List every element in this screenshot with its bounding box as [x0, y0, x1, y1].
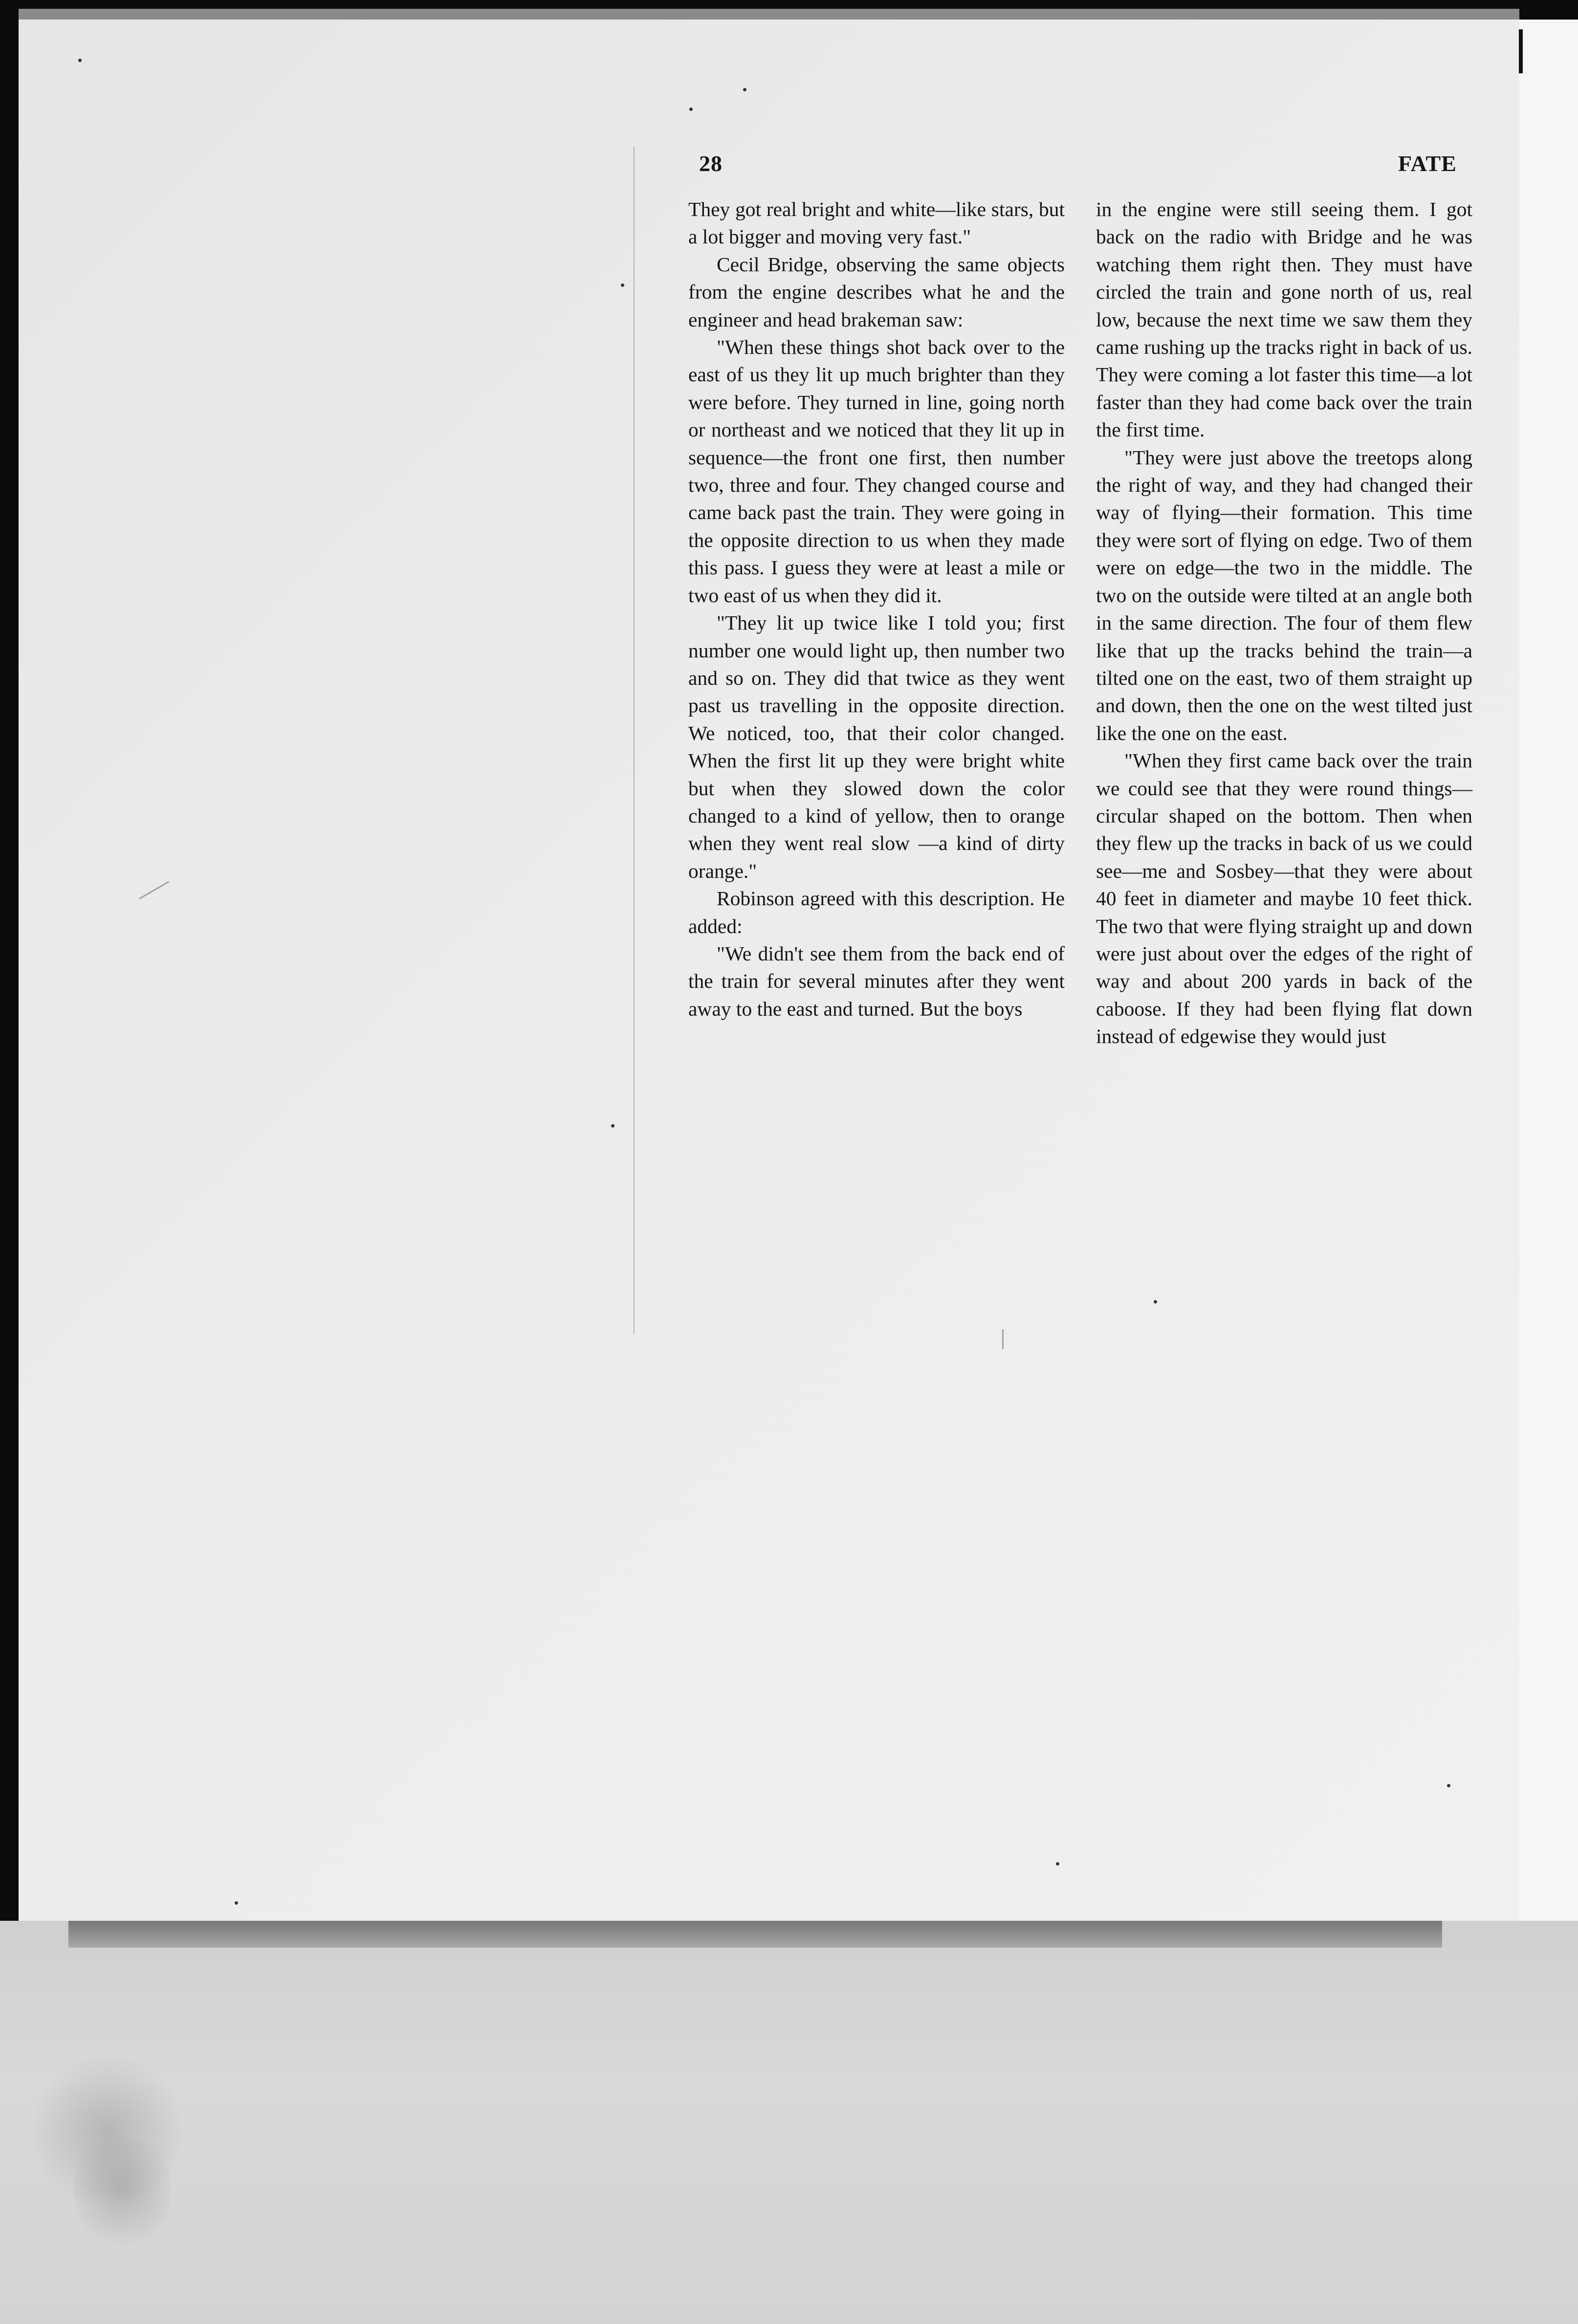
page-shadow [68, 1921, 1442, 1948]
column-rule [634, 147, 635, 1334]
paragraph: "When they first came back over the train we could see that they were round things—circular shaped on the bottom. Then when they flew up the tracks in back of us we could see—me and Sosbey—that they were about 40 feet in diameter and maybe 10 feet thick. The two that were flying straight up and down were just about over the edges of the right of way and about 200 yards in back of the caboose. If they had been flying flat down instead of edgewise they would just [1096, 749, 1472, 1048]
film-smudge [73, 2126, 171, 2253]
dust-speck [621, 283, 624, 287]
dust-speck [1154, 1300, 1157, 1303]
film-scratch [1002, 1329, 1004, 1349]
page-number: 28 [699, 151, 723, 176]
paragraph: Cecil Bridge, observing the same objects from the engine describes what he and the engineer and head brakeman saw: [688, 253, 1065, 331]
paragraph: in the engine were still seeing them. I got back on the radio with Bridge and he was watching them right then. They must have circled the train and gone north of us, real low, because the next time we saw them they came rushing up the tracks right in back of us. They were coming a lot faster this time—a lot faster than they had come back over the train the first time. [1096, 198, 1472, 441]
page-top-edge [19, 9, 1519, 21]
dust-speck [1056, 1862, 1059, 1866]
dust-speck [235, 1901, 238, 1905]
paragraph: They got real bright and white—like stars, but a lot bigger and moving very fast." [688, 198, 1065, 248]
dust-speck [1447, 1784, 1450, 1787]
left-column [688, 195, 1065, 1022]
paragraph: Robinson agreed with this description. He added: [688, 887, 1065, 937]
right-column [1096, 195, 1472, 1050]
paragraph: "They lit up twice like I told you; first number one would light up, then number two and so on. They did that twice as they went past us travelling in the opposite direction. We noticed, too, that their color changed. When the first lit up they were bright white but when they slowed down the color changed to a kind of yellow, then to orange when they went real slow —a kind of dirty orange." [688, 611, 1065, 882]
dust-speck [743, 88, 746, 91]
dust-speck [611, 1124, 614, 1128]
paragraph: "They were just above the treetops along the right of way, and they had changed their way of flying—their formation. This time they were sort of flying on edge. Two of them were on edge—the two in the middle. The two on the outside were tilted at an angle both in the same direction. The four of them flew like that up the tracks behind the train—a tilted one on the east, two of them straight up and down, then the one on the west tilted just like the one on the east. [1096, 446, 1472, 744]
dust-speck [689, 108, 693, 111]
paragraph: "We didn't see them from the back end of the train for several minutes after they went away to the east and turned. But the boys [688, 942, 1065, 1020]
running-head: FATE [1398, 151, 1457, 176]
dust-speck [78, 59, 82, 62]
paragraph: "When these things shot back over to the east of us they lit up much brighter than they were before. They turned in line, going north or northeast and we noticed that they lit up in sequence—the front one first, then number two, three and four. They changed course and came back past the train. They were going in the opposite direction to us when they made this pass. I guess they were at least a mile or two east of us when they did it. [688, 336, 1065, 607]
backing-board [0, 1921, 1578, 2324]
page-right-margin [1519, 20, 1578, 1923]
edge-mark [1519, 29, 1523, 73]
